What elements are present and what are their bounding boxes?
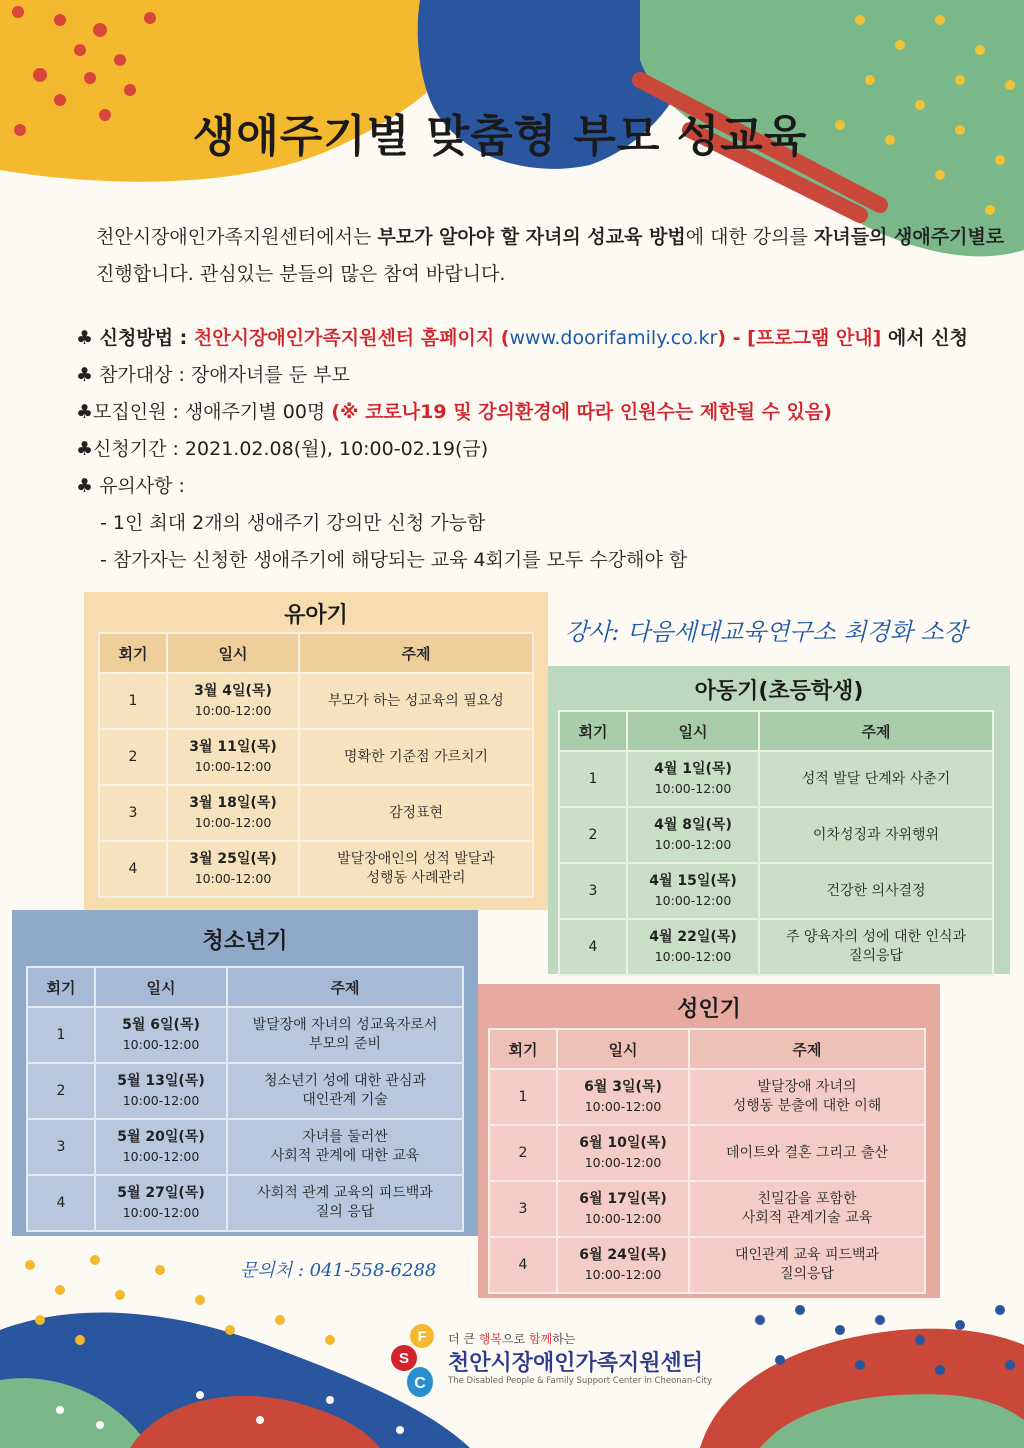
session-time: 10:00-12:00 [194, 759, 272, 774]
session-datetime [557, 1069, 689, 1125]
session-number: 2 [27, 1063, 95, 1119]
column-header-round: 회기 [559, 711, 627, 751]
session-date: 4월 1일(목) [654, 761, 732, 777]
slogan-together: 함께 [529, 1332, 553, 1346]
session-topic-line: 사회적 관계에 대한 교육 [270, 1148, 420, 1164]
info-list [76, 320, 1016, 579]
session-datetime [95, 1119, 227, 1175]
session-date: 4월 22일(목) [649, 929, 737, 945]
session-time: 10:00-12:00 [654, 781, 732, 796]
infant-table [98, 632, 534, 898]
session-topic [759, 919, 993, 975]
session-datetime [627, 751, 759, 807]
session-topic [689, 1069, 925, 1125]
session-topic-line: 대인관계 기술 [302, 1092, 388, 1108]
adult-schedule-card [478, 984, 940, 1298]
session-date: 6월 17일(목) [579, 1191, 667, 1207]
session-topic-line: 발달장애인의 성적 발달과 [337, 851, 495, 867]
session-topic-line: 건강한 의사결정 [826, 882, 926, 899]
session-topic [759, 807, 993, 863]
youth-title: 청소년기 [202, 929, 288, 954]
adult-table-wrap [488, 1028, 926, 1294]
session-topic-line: 자녀를 둘러싼 [302, 1129, 388, 1145]
contact-label: 문의처 : 041-558-6288 [240, 1260, 437, 1281]
slogan-mid: 으로 [502, 1332, 530, 1346]
session-number: 4 [99, 841, 167, 897]
adult-table [488, 1028, 926, 1294]
youth-table-header [27, 967, 463, 1007]
column-header-topic: 주제 [299, 633, 533, 673]
table-row [99, 841, 533, 897]
session-date: 6월 10일(목) [579, 1135, 667, 1151]
info-apply-label: ♣ 신청방법 : [76, 327, 194, 349]
session-topic-line: 대인관계 교육 피드백과 [734, 1247, 880, 1263]
session-datetime [167, 785, 299, 841]
youth-schedule-card [12, 910, 478, 1236]
session-topic-line: 사회적 관계기술 교육 [741, 1210, 873, 1226]
page-title: 생애주기별 맞춤형 부모 성교육 [192, 111, 808, 162]
instructor-label: 강사: 다음세대교육연구소 최경화 소장 [565, 618, 967, 646]
session-number: 1 [489, 1069, 557, 1125]
session-time: 10:00-12:00 [122, 1149, 200, 1164]
session-number: 1 [99, 673, 167, 729]
info-recruit [76, 394, 1016, 431]
session-topic [227, 1007, 463, 1063]
session-date: 4월 15일(목) [649, 873, 737, 889]
slogan-happy: 행복 [478, 1332, 503, 1346]
table-row [99, 729, 533, 785]
child-table [558, 710, 994, 976]
session-date: 3월 11일(목) [189, 739, 277, 755]
session-topic-line: 친밀감을 포함한 [757, 1191, 857, 1207]
column-header-round: 회기 [489, 1029, 557, 1069]
table-row [99, 673, 533, 729]
session-date: 4월 8일(목) [654, 817, 732, 833]
adult-title: 성인기 [677, 997, 741, 1022]
session-number: 2 [559, 807, 627, 863]
session-datetime [557, 1181, 689, 1237]
session-topic-line: 이차성징과 자위행위 [812, 826, 940, 843]
child-table-wrap [558, 710, 994, 976]
info-notice-1: - 1인 최대 2개의 생애주기 강의만 신청 가능함 [100, 512, 486, 534]
table-row [489, 1181, 925, 1237]
column-header-round: 회기 [99, 633, 167, 673]
column-header-date: 일시 [627, 711, 759, 751]
logo-letter-c: C [414, 1375, 426, 1392]
info-apply-homepage: 천안시장애인가족지원센터 홈페이지 ( [193, 327, 510, 349]
session-time: 10:00-12:00 [654, 893, 732, 908]
session-date: 5월 27일(목) [117, 1185, 205, 1201]
session-date: 3월 18일(목) [189, 795, 277, 811]
slogan-post: 하는 [552, 1332, 576, 1346]
session-topic [227, 1119, 463, 1175]
table-row [559, 751, 993, 807]
table-row [559, 919, 993, 975]
table-row [27, 1063, 463, 1119]
info-period: ♣신청기간 : 2021.02.08(월), 10:00-02.19(금) [76, 438, 489, 460]
infant-schedule-card [84, 592, 548, 910]
table-row [27, 1175, 463, 1231]
session-datetime [557, 1237, 689, 1293]
child-title: 아동기(초등학생) [694, 679, 864, 704]
session-topic [299, 729, 533, 785]
logo-letter-s: S [398, 1350, 410, 1367]
session-topic [689, 1181, 925, 1237]
session-time: 10:00-12:00 [584, 1267, 662, 1282]
session-number: 4 [559, 919, 627, 975]
slogan-pre: 더 큰 [448, 1332, 479, 1346]
session-datetime [95, 1175, 227, 1231]
session-time: 10:00-12:00 [584, 1211, 662, 1226]
info-apply-tail: 에서 신청 [881, 327, 968, 349]
session-time: 10:00-12:00 [122, 1037, 200, 1052]
session-topic-line: 부모의 준비 [308, 1036, 382, 1052]
column-header-topic: 주제 [689, 1029, 925, 1069]
session-number: 3 [27, 1119, 95, 1175]
logo-mark-icon [390, 1322, 450, 1402]
session-date: 6월 24일(목) [579, 1247, 667, 1263]
column-header-topic: 주제 [227, 967, 463, 1007]
session-time: 10:00-12:00 [654, 837, 732, 852]
session-topic [299, 841, 533, 897]
table-row [489, 1125, 925, 1181]
intro-part-1: 천안시장애인가족지원센터에서는 [96, 226, 378, 248]
info-notice-2: - 참가자는 신청한 생애주기에 해당되는 교육 4회기를 모두 수강해야 함 [100, 549, 688, 571]
session-datetime [167, 673, 299, 729]
session-topic-line: 발달장애 자녀의 성교육자로서 [252, 1017, 438, 1033]
session-topic [299, 785, 533, 841]
session-number: 2 [99, 729, 167, 785]
table-row [99, 785, 533, 841]
logo-slogan [448, 1330, 575, 1347]
session-topic-line: 명확한 기준점 가르치기 [343, 748, 489, 765]
session-number: 2 [489, 1125, 557, 1181]
infant-table-header [99, 633, 533, 673]
infant-title: 유아기 [284, 603, 348, 628]
session-topic-line: 주 양육자의 성에 대한 인식과 [785, 929, 967, 945]
session-datetime [557, 1125, 689, 1181]
session-datetime [627, 863, 759, 919]
session-topic [689, 1125, 925, 1181]
session-topic-line: 성행동 분출에 대한 이해 [732, 1098, 882, 1114]
session-topic-line: 질의응답 [779, 1266, 835, 1282]
session-date: 5월 13일(목) [117, 1073, 205, 1089]
session-topic-line: 사회적 관계 교육의 피드백과 [257, 1185, 433, 1201]
session-topic-line: 청소년기 성에 대한 관심과 [263, 1073, 427, 1089]
session-date: 6월 3일(목) [584, 1079, 662, 1095]
session-time: 10:00-12:00 [194, 815, 272, 830]
session-topic-line: 감정표현 [388, 804, 444, 821]
session-topic-line: 데이트와 결혼 그리고 출산 [725, 1144, 889, 1161]
intro-text [96, 219, 1006, 293]
column-header-topic: 주제 [759, 711, 993, 751]
table-row [27, 1119, 463, 1175]
session-topic [759, 751, 993, 807]
session-topic [299, 673, 533, 729]
info-recruit-label: ♣모집인원 : 생애주기별 00명 [76, 401, 332, 423]
youth-table [26, 966, 464, 1232]
intro-part-2: 에 대한 강의를 [685, 226, 814, 248]
session-date: 5월 6일(목) [122, 1017, 200, 1033]
session-time: 10:00-12:00 [194, 703, 272, 718]
session-datetime [627, 919, 759, 975]
session-datetime [627, 807, 759, 863]
session-datetime [167, 841, 299, 897]
session-number: 4 [489, 1237, 557, 1293]
table-row [559, 863, 993, 919]
session-topic-line: 성행동 사례관리 [366, 870, 466, 886]
info-apply-program: ) - [프로그램 안내] [717, 327, 882, 349]
center-logo [390, 1322, 730, 1402]
intro-bold-2: 자녀들의 생애주기별로 [814, 226, 1005, 248]
child-schedule-card [548, 666, 1010, 974]
session-topic-line: 질의응답 [848, 948, 904, 964]
session-datetime [167, 729, 299, 785]
session-time: 10:00-12:00 [654, 949, 732, 964]
session-topic-line: 부모가 하는 성교육의 필요성 [328, 692, 504, 709]
session-topic [689, 1237, 925, 1293]
youth-table-wrap [26, 966, 464, 1232]
info-apply [76, 320, 1016, 357]
info-notice-label: ♣ 유의사항 : [76, 475, 185, 497]
table-row [559, 807, 993, 863]
session-time: 10:00-12:00 [122, 1205, 200, 1220]
session-time: 10:00-12:00 [122, 1093, 200, 1108]
session-time: 10:00-12:00 [584, 1099, 662, 1114]
logo-letter-f: F [417, 1328, 427, 1344]
child-table-header [559, 711, 993, 751]
session-number: 4 [27, 1175, 95, 1231]
session-number: 1 [27, 1007, 95, 1063]
session-number: 3 [489, 1181, 557, 1237]
session-time: 10:00-12:00 [584, 1155, 662, 1170]
session-number: 3 [99, 785, 167, 841]
table-row [489, 1237, 925, 1293]
intro-part-3: 진행합니다. 관심있는 분들의 많은 참여 바랍니다. [96, 263, 506, 285]
column-header-date: 일시 [557, 1029, 689, 1069]
session-date: 3월 25일(목) [189, 851, 277, 867]
session-topic-line: 발달장애 자녀의 [757, 1079, 857, 1095]
table-row [489, 1069, 925, 1125]
intro-bold-1: 부모가 알아야 할 자녀의 성교육 방법 [377, 226, 686, 248]
homepage-link[interactable]: www.doorifamily.co.kr [509, 327, 718, 349]
info-target: ♣ 참가대상 : 장애자녀를 둔 부모 [76, 364, 350, 386]
session-datetime [95, 1063, 227, 1119]
column-header-date: 일시 [167, 633, 299, 673]
table-row [27, 1007, 463, 1063]
infant-table-wrap [98, 632, 534, 898]
session-date: 3월 4일(목) [194, 683, 272, 699]
session-number: 3 [559, 863, 627, 919]
session-topic-line: 질의 응답 [315, 1204, 375, 1220]
session-date: 5월 20일(목) [117, 1129, 205, 1145]
info-recruit-note: (※ 코로나19 및 강의환경에 따라 인원수는 제한될 수 있음) [331, 401, 832, 423]
session-time: 10:00-12:00 [194, 871, 272, 886]
session-number: 1 [559, 751, 627, 807]
session-topic [227, 1175, 463, 1231]
session-topic [227, 1063, 463, 1119]
adult-table-header [489, 1029, 925, 1069]
column-header-date: 일시 [95, 967, 227, 1007]
session-datetime [95, 1007, 227, 1063]
column-header-round: 회기 [27, 967, 95, 1007]
logo-name: 천안시장애인가족지원센터 [448, 1351, 704, 1376]
session-topic-line: 성적 발달 단계와 사춘기 [801, 770, 951, 787]
session-topic [759, 863, 993, 919]
logo-english: The Disabled People & Family Support Center in Cheonan-City [448, 1376, 712, 1386]
